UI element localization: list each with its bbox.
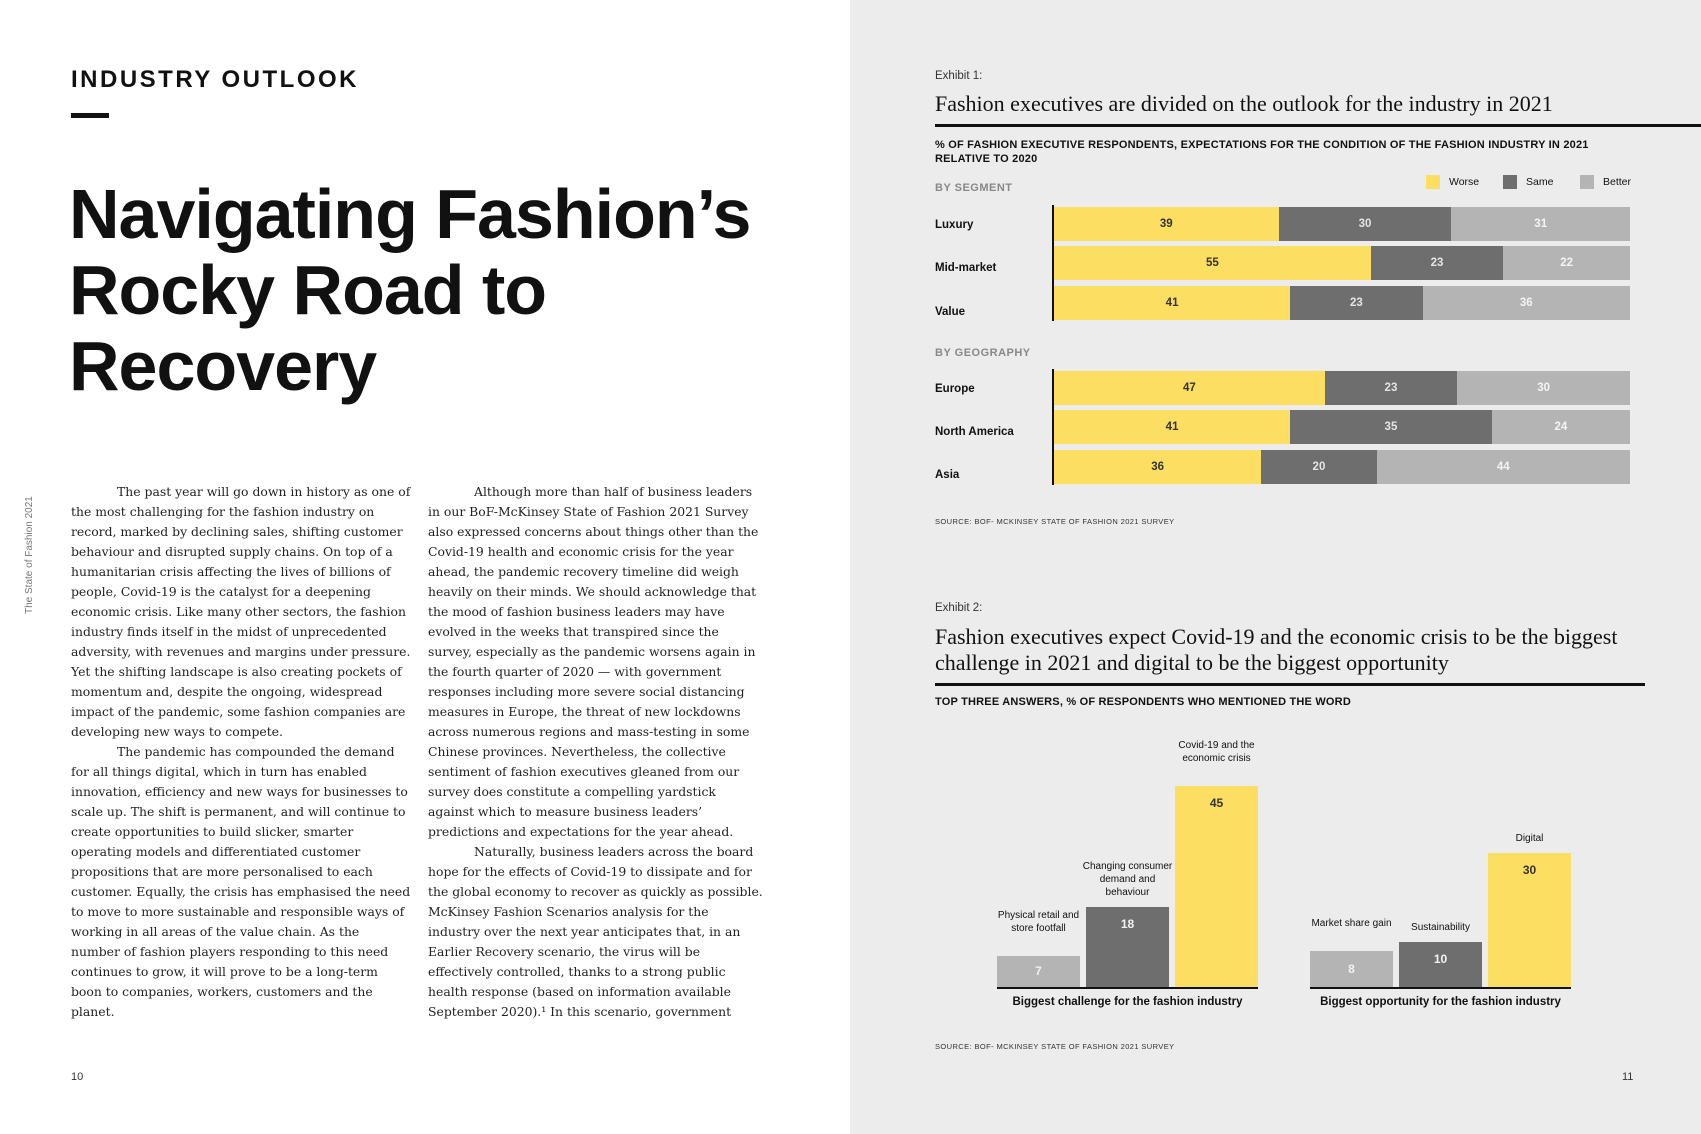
- paragraph: Naturally, business leaders across the board hope for the effects of Covid-19 to dissipate and for the global economy to recover as quickly as possible. McKinsey Fashion Scenarios analysis for the industry over the next year anticipates that, in an Earlier Recovery scenario, the virus will be effectively controlled, thanks to a strong public health response (based on information available September 2020).¹ In this scenario, government: [428, 844, 763, 1019]
- section-heading: INDUSTRY OUTLOOK: [71, 66, 360, 93]
- bar-segment-better: 36: [1423, 286, 1630, 320]
- bar-label: Digital: [1515, 832, 1544, 844]
- bar-segment-same: 23: [1290, 286, 1422, 320]
- exhibit-2-source: SOURCE: BOF- MCKINSEY STATE OF FASHION 2021 SURVEY: [935, 1042, 1175, 1051]
- worse-swatch: [1426, 175, 1440, 189]
- panel-caption: Biggest opportunity for the fashion industry: [1320, 996, 1561, 1008]
- exhibit-1-title: Fashion executives are divided on the outlook for the industry in 2021: [935, 91, 1553, 116]
- stacked-bar-asia: [1054, 450, 1630, 484]
- bar: 18: [1086, 907, 1169, 987]
- exhibit-2-rule: [935, 683, 1645, 686]
- bar-segment-better: 30: [1457, 371, 1630, 405]
- section-rule: [71, 113, 109, 118]
- group-label-segment: BY SEGMENT: [935, 182, 1013, 194]
- exhibit-1-subtitle: % OF FASHION EXECUTIVE RESPONDENTS, EXPECTATIONS FOR THE CONDITION OF THE FASHION INDUSTRY IN 2021 RELATIVE TO 2020: [935, 139, 1589, 165]
- stacked-bar-luxury: [1054, 207, 1630, 241]
- bar-label: Changing consumer demand and behaviour: [1082, 860, 1173, 898]
- chart-baseline: [1310, 987, 1571, 989]
- legend-label: Better: [1603, 176, 1632, 188]
- exhibit-1-label: Exhibit 1:: [935, 70, 983, 82]
- body-column-1: [71, 482, 411, 1022]
- row-label-north-america: North America: [935, 426, 1014, 438]
- sidebar-publication-title: The State of Fashion 2021: [24, 496, 35, 614]
- paragraph: Although more than half of business leaders in our BoF-McKinsey State of Fashion 2021 Survey also expressed concerns about things other than the Covid-19 health and economic crisis for the year ahead, the pandemic recovery timeline did weigh heavily on their minds. We should acknowledge that the mood of fashion business leaders may have evolved in the weeks that transpired since the survey, especially as the pandemic worsens again in the fourth quarter of 2020 — with government responses including more severe social distancing measures in Europe, the threat of new lockdowns across numerous regions and mass-testing in some Chinese provinces. Nevertheless, the collective sentiment of fashion executives gleaned from our survey does constitute a compelling yardstick against which to measure business leaders’ predictions and expectations for the year ahead.: [428, 484, 759, 839]
- bar: 30: [1488, 853, 1571, 987]
- bar-segment-better: 22: [1503, 246, 1630, 280]
- exhibit-2-subtitle: TOP THREE ANSWERS, % OF RESPONDENTS WHO MENTIONED THE WORD: [935, 696, 1351, 708]
- headline-line-2: Rocky Road to: [69, 251, 547, 329]
- bar-segment-same: 23: [1325, 371, 1457, 405]
- exhibit-1-rule: [935, 124, 1701, 127]
- exhibit-2-label: Exhibit 2:: [935, 602, 983, 614]
- page-headline: [69, 176, 809, 404]
- stacked-bar-north-america: [1054, 410, 1630, 444]
- bar-segment-worse: 47: [1054, 371, 1325, 405]
- left-page: [0, 0, 850, 1134]
- stacked-bar-value: [1054, 286, 1630, 320]
- panel-caption: Biggest challenge for the fashion industry: [1012, 996, 1243, 1008]
- legend-label: Same: [1526, 176, 1554, 188]
- bar-label: Covid-19 and the economic crisis: [1178, 739, 1255, 764]
- page-number-left: 10: [71, 1071, 84, 1083]
- row-label-value: Value: [935, 306, 966, 318]
- bar: 10: [1399, 942, 1482, 987]
- row-label-europe: Europe: [935, 383, 975, 395]
- bar-segment-same: 35: [1290, 410, 1492, 444]
- headline-line-1: Navigating Fashion’s: [69, 175, 751, 253]
- group-label-geography: BY GEOGRAPHY: [935, 347, 1031, 359]
- bar-label: Sustainability: [1411, 922, 1470, 934]
- stacked-bar-europe: [1054, 371, 1630, 405]
- legend-label: Worse: [1449, 176, 1480, 188]
- bar-label: Physical retail and store footfall: [997, 909, 1080, 934]
- right-page: [850, 0, 1701, 1134]
- legend-same: [1503, 175, 1553, 189]
- bar-segment-worse: 55: [1054, 246, 1371, 280]
- body-column-2: [428, 482, 764, 1022]
- bar: 45: [1175, 786, 1258, 987]
- bar-segment-better: 31: [1451, 207, 1630, 241]
- better-swatch: [1580, 175, 1594, 189]
- bar-segment-worse: 41: [1054, 410, 1290, 444]
- bar-segment-same: 30: [1279, 207, 1452, 241]
- same-swatch: [1503, 175, 1517, 189]
- row-label-luxury: Luxury: [935, 219, 974, 231]
- paragraph: The pandemic has compounded the demand for all things digital, which in turn has enabled innovation, efficiency and new ways for businesses to scale up. The shift is permanent, and will continue to create opportunities to build slicker, smarter operating models and differentiated customer propositions that are more personalised to each customer. Equally, the crisis has emphasised the need to move to more sustainable and responsible ways of working in all areas of the value chain. As the number of fashion players responding to this need continues to grow, it will prove to be a long-term boon to companies, workers, customers and the planet.: [71, 744, 411, 1019]
- bar-label: Market share gain: [1311, 918, 1392, 930]
- legend-better: [1580, 175, 1631, 189]
- row-label-mid-market: Mid-market: [935, 262, 997, 274]
- row-label-asia: Asia: [935, 469, 960, 481]
- bar: 7: [997, 956, 1080, 987]
- chart-baseline: [997, 987, 1258, 989]
- bar-segment-worse: 39: [1054, 207, 1279, 241]
- headline-line-3: Recovery: [69, 327, 377, 405]
- page-number-right: 11: [1622, 1071, 1634, 1083]
- exhibit-1-source: SOURCE: BOF- MCKINSEY STATE OF FASHION 2021 SURVEY: [935, 517, 1175, 526]
- exhibit-2-title-line-2: challenge in 2021 and digital to be the biggest opportunity: [935, 650, 1449, 675]
- bar-segment-worse: 36: [1054, 450, 1261, 484]
- bar-segment-same: 23: [1371, 246, 1503, 280]
- bar-segment-same: 20: [1261, 450, 1376, 484]
- stacked-bar-mid-market: [1054, 246, 1630, 280]
- bar-segment-better: 44: [1377, 450, 1630, 484]
- bar-segment-worse: 41: [1054, 286, 1290, 320]
- bar-segment-better: 24: [1492, 410, 1630, 444]
- paragraph: The past year will go down in history as one of the most challenging for the fashion industry on record, marked by declining sales, shifting customer behaviour and disrupted supply chains. On top of a humanitarian crisis affecting the lives of billions of people, Covid-19 is the catalyst for a deepening economic crisis. Like many other sectors, the fashion industry finds itself in the midst of unprecedented adversity, with revenues and margins under pressure. Yet the shifting landscape is also creating pockets of momentum and, despite the ongoing, widespread impact of the pandemic, some fashion companies are developing new ways to compete.: [71, 484, 411, 739]
- legend-worse: [1426, 175, 1479, 189]
- bar: 8: [1310, 951, 1393, 987]
- exhibit-2-title-line-1: Fashion executives expect Covid-19 and the economic crisis to be the biggest: [935, 624, 1618, 649]
